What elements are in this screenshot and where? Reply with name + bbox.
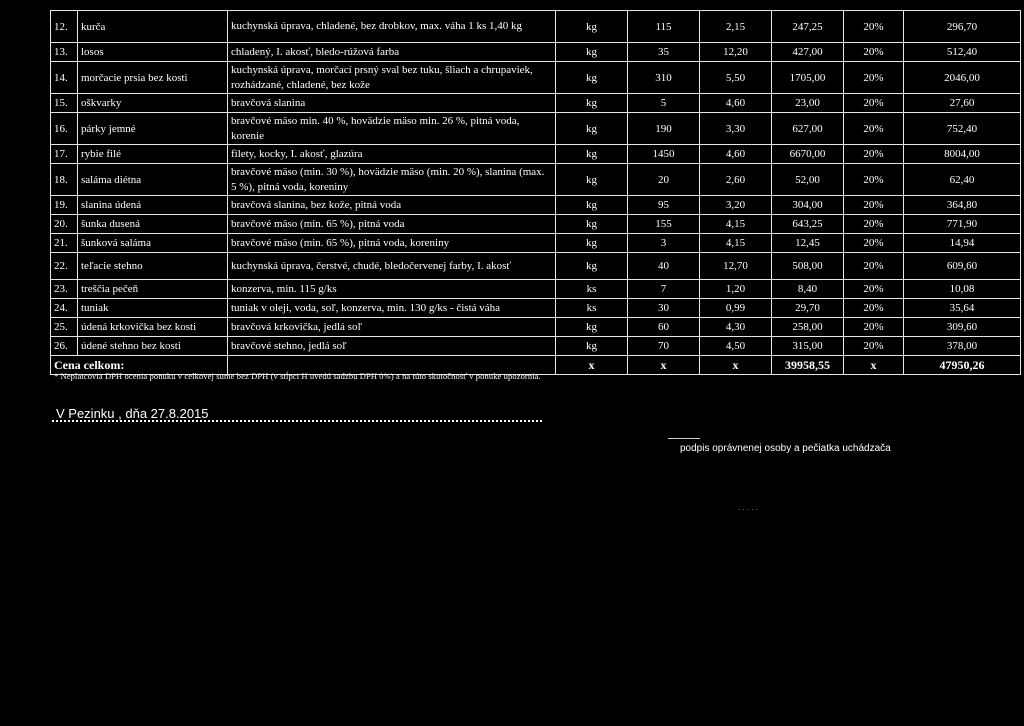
cell-name: údená krkovička bez kosti	[78, 318, 228, 337]
cell-desc: konzerva, min. 115 g/ks	[228, 280, 556, 299]
cell-qty: 155	[628, 215, 700, 234]
cell-name: párky jemné	[78, 113, 228, 145]
cell-qty: 35	[628, 43, 700, 62]
cell-total: 643,25	[772, 215, 844, 234]
cell-vat: 20%	[844, 318, 904, 337]
cell-total: 6670,00	[772, 145, 844, 164]
cell-unit: kg	[556, 145, 628, 164]
cell-qty: 7	[628, 280, 700, 299]
cell-vat: 20%	[844, 215, 904, 234]
cell-no: 23.	[51, 280, 78, 299]
cell-unit: kg	[556, 164, 628, 196]
place-date: V Pezinku , dňa 27.8.2015	[56, 406, 209, 421]
cell-desc: bravčové mäso (min. 65 %), pitná voda	[228, 215, 556, 234]
cell-total-vat: 2046,00	[904, 62, 1021, 94]
cell-price: 3,20	[700, 196, 772, 215]
cell-price: 0,99	[700, 299, 772, 318]
cell-name: slanina údená	[78, 196, 228, 215]
cell-vat: 20%	[844, 62, 904, 94]
cell-total: 304,00	[772, 196, 844, 215]
cell-unit: kg	[556, 11, 628, 43]
cell-total-vat: 296,70	[904, 11, 1021, 43]
cell-price: 4,60	[700, 145, 772, 164]
cell-total-vat: 752,40	[904, 113, 1021, 145]
cell-total-vat: 35,64	[904, 299, 1021, 318]
cell-price: 4,15	[700, 215, 772, 234]
table-row	[51, 253, 1021, 280]
cell-qty: 3	[628, 234, 700, 253]
cell-vat: 20%	[844, 234, 904, 253]
total-total-vat: 47950,26	[904, 356, 1021, 375]
cell-price: 4,50	[700, 337, 772, 356]
dotted-line	[52, 420, 542, 422]
cell-desc: bravčové stehno, jedlá soľ	[228, 337, 556, 356]
cell-name: morčacie prsia bez kosti	[78, 62, 228, 94]
cell-unit: kg	[556, 215, 628, 234]
cell-unit: kg	[556, 318, 628, 337]
cell-no: 18.	[51, 164, 78, 196]
cell-vat: 20%	[844, 11, 904, 43]
cell-desc: kuchynská úprava, chladené, bez drobkov, max. váha 1 ks 1,40 kg	[228, 11, 556, 43]
cell-total-vat: 62,40	[904, 164, 1021, 196]
cell-vat: 20%	[844, 94, 904, 113]
cell-qty: 30	[628, 299, 700, 318]
cell-total-vat: 609,60	[904, 253, 1021, 280]
cell-unit: kg	[556, 234, 628, 253]
cell-desc: kuchynská úprava, morčací prsný sval bez tuku, šliach a chrupaviek, rozhádzané, chladené, bez kože	[228, 62, 556, 94]
table-row	[51, 43, 1021, 62]
cell-total: 29,70	[772, 299, 844, 318]
cell-desc: bravčové mäso (min. 30 %), hovädzie mäso (min. 20 %), slanina (max. 5 %), pitná voda, koreniny	[228, 164, 556, 196]
cell-desc: chladený, I. akosť, bledo-rúžová farba	[228, 43, 556, 62]
cell-total: 52,00	[772, 164, 844, 196]
cell-desc: filety, kocky, I. akosť, glazúra	[228, 145, 556, 164]
cell-total-vat: 309,60	[904, 318, 1021, 337]
cell-qty: 70	[628, 337, 700, 356]
cell-unit: ks	[556, 280, 628, 299]
cell-no: 13.	[51, 43, 78, 62]
cell-no: 15.	[51, 94, 78, 113]
cell-total: 12,45	[772, 234, 844, 253]
cell-price: 2,60	[700, 164, 772, 196]
table-row	[51, 215, 1021, 234]
cell-qty: 40	[628, 253, 700, 280]
cell-qty: 190	[628, 113, 700, 145]
cell-total: 627,00	[772, 113, 844, 145]
cell-unit: kg	[556, 196, 628, 215]
cell-vat: 20%	[844, 299, 904, 318]
cell-desc: bravčová slanina	[228, 94, 556, 113]
cell-qty: 1450	[628, 145, 700, 164]
table-row	[51, 11, 1021, 43]
cell-vat: 20%	[844, 145, 904, 164]
dots-mark: . . . . .	[738, 503, 759, 512]
table-row	[51, 113, 1021, 145]
cell-no: 19.	[51, 196, 78, 215]
cell-unit: kg	[556, 43, 628, 62]
cell-no: 24.	[51, 299, 78, 318]
cell-price: 1,20	[700, 280, 772, 299]
cell-unit: kg	[556, 337, 628, 356]
cell-total-vat: 771,90	[904, 215, 1021, 234]
table-row	[51, 145, 1021, 164]
cell-name: rybie filé	[78, 145, 228, 164]
table-row	[51, 318, 1021, 337]
table-row	[51, 337, 1021, 356]
cell-total: 23,00	[772, 94, 844, 113]
cell-total: 1705,00	[772, 62, 844, 94]
cell-name: šunková saláma	[78, 234, 228, 253]
cell-vat: 20%	[844, 337, 904, 356]
cell-unit: kg	[556, 94, 628, 113]
cell-vat: 20%	[844, 113, 904, 145]
cell-total-vat: 14,94	[904, 234, 1021, 253]
cell-qty: 115	[628, 11, 700, 43]
cell-unit: kg	[556, 62, 628, 94]
cell-desc: tuniak v oleji, voda, soľ, konzerva, min. 130 g/ks - čistá váha	[228, 299, 556, 318]
signature-line	[668, 438, 700, 439]
cell-qty: 60	[628, 318, 700, 337]
cell-total-vat: 8004,00	[904, 145, 1021, 164]
cell-name: kurča	[78, 11, 228, 43]
cell-desc: bravčová krkovička, jedlá soľ	[228, 318, 556, 337]
total-vat: x	[844, 356, 904, 375]
cell-price: 12,70	[700, 253, 772, 280]
cell-no: 16.	[51, 113, 78, 145]
cell-total: 247,25	[772, 11, 844, 43]
cell-no: 26.	[51, 337, 78, 356]
cell-vat: 20%	[844, 196, 904, 215]
cell-name: údené stehno bez kosti	[78, 337, 228, 356]
cell-total: 427,00	[772, 43, 844, 62]
total-price: x	[700, 356, 772, 375]
table-row	[51, 299, 1021, 318]
vat-note: * Neplatcovia DPH ocenia ponuku v celkovej sume bez DPH (v stĺpci H uvedú sadzbu DPH 0%) a na túto skutočnosť v ponuke upozornia.	[54, 371, 541, 381]
signature-caption: podpis oprávnenej osoby a pečiatka uchádzača	[680, 443, 891, 454]
cell-name: saláma diétna	[78, 164, 228, 196]
cell-no: 22.	[51, 253, 78, 280]
cell-price: 4,15	[700, 234, 772, 253]
cell-vat: 20%	[844, 164, 904, 196]
cell-qty: 5	[628, 94, 700, 113]
total-total: 39958,55	[772, 356, 844, 375]
table-row	[51, 234, 1021, 253]
cell-no: 21.	[51, 234, 78, 253]
cell-unit: kg	[556, 253, 628, 280]
cell-no: 12.	[51, 11, 78, 43]
price-table	[50, 10, 1021, 375]
cell-total-vat: 378,00	[904, 337, 1021, 356]
cell-vat: 20%	[844, 253, 904, 280]
cell-no: 20.	[51, 215, 78, 234]
cell-vat: 20%	[844, 280, 904, 299]
table-row	[51, 196, 1021, 215]
cell-name: tuniak	[78, 299, 228, 318]
cell-total: 8,40	[772, 280, 844, 299]
cell-price: 12,20	[700, 43, 772, 62]
total-qty: x	[628, 356, 700, 375]
cell-no: 17.	[51, 145, 78, 164]
total-unit: x	[556, 356, 628, 375]
table-body	[51, 11, 1021, 375]
cell-price: 4,30	[700, 318, 772, 337]
cell-vat: 20%	[844, 43, 904, 62]
cell-desc: bravčové mäso min. 40 %, hovädzie mäso min. 26 %, pitná voda, korenie	[228, 113, 556, 145]
cell-total: 315,00	[772, 337, 844, 356]
cell-price: 3,30	[700, 113, 772, 145]
cell-unit: kg	[556, 113, 628, 145]
cell-price: 5,50	[700, 62, 772, 94]
cell-desc: kuchynská úprava, čerstvé, chudé, bledočervenej farby, I. akosť	[228, 253, 556, 280]
cell-no: 25.	[51, 318, 78, 337]
cell-desc: bravčové mäso (min. 65 %), pitná voda, koreniny	[228, 234, 556, 253]
cell-price: 4,60	[700, 94, 772, 113]
cell-total-vat: 27,60	[904, 94, 1021, 113]
cell-total: 508,00	[772, 253, 844, 280]
cell-unit: ks	[556, 299, 628, 318]
cell-desc: bravčová slanina, bez kože, pitná voda	[228, 196, 556, 215]
table-row	[51, 62, 1021, 94]
table-row	[51, 164, 1021, 196]
cell-name: šunka dusená	[78, 215, 228, 234]
table-row	[51, 94, 1021, 113]
cell-name: oškvarky	[78, 94, 228, 113]
cell-total-vat: 10,08	[904, 280, 1021, 299]
cell-price: 2,15	[700, 11, 772, 43]
cell-name: treščia pečeň	[78, 280, 228, 299]
cell-qty: 310	[628, 62, 700, 94]
cell-no: 14.	[51, 62, 78, 94]
table-row	[51, 280, 1021, 299]
cell-total-vat: 364,80	[904, 196, 1021, 215]
cell-qty: 95	[628, 196, 700, 215]
total-label: Cena celkom:	[51, 356, 228, 375]
cell-name: teľacie stehno	[78, 253, 228, 280]
cell-total: 258,00	[772, 318, 844, 337]
cell-name: losos	[78, 43, 228, 62]
cell-qty: 20	[628, 164, 700, 196]
cell-total-vat: 512,40	[904, 43, 1021, 62]
